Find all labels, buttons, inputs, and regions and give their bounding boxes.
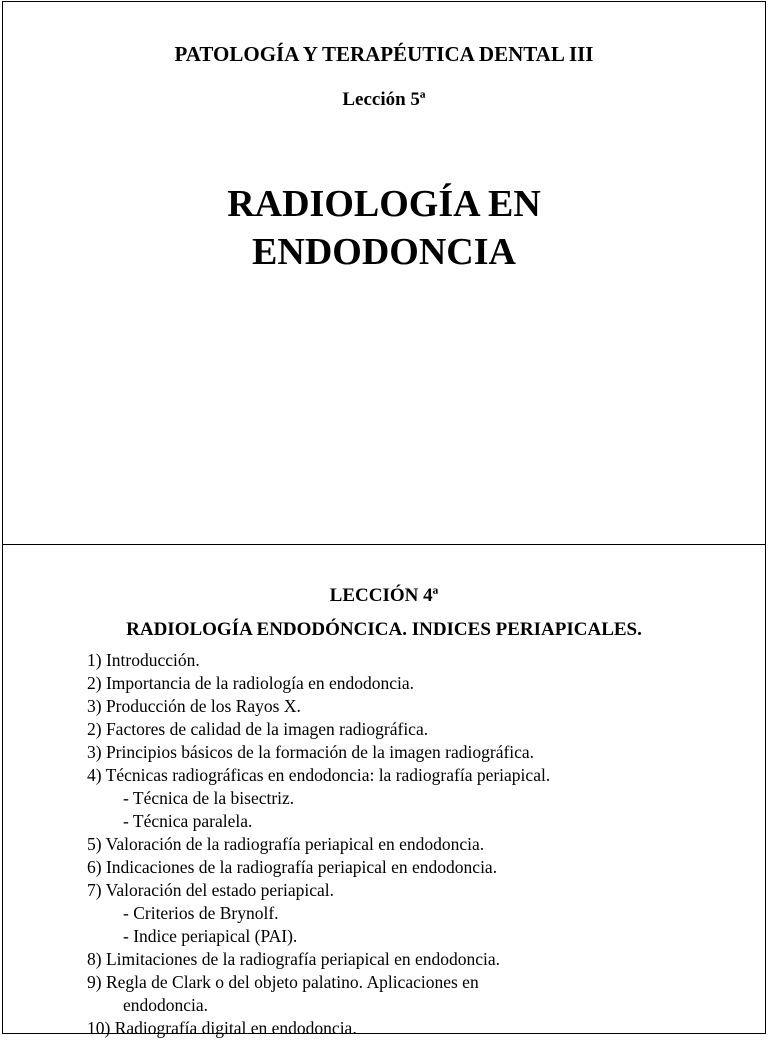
topic-subitem: - Técnica paralela. (123, 811, 253, 831)
lesson-heading: LECCIÓN 4ª (329, 585, 439, 606)
lesson-subheading: RADIOLOGÍA ENDODÓNCICA. INDICES PERIAPICALES. (126, 619, 642, 640)
topic-item-continuation: endodoncia. (123, 995, 209, 1015)
topic-item: 6) Indicaciones de la radiografía periapical en endodoncia. (87, 857, 498, 877)
topic-subitem: - Técnica de la bisectriz. (123, 788, 295, 808)
topic-item: 3) Principios básicos de la formación de la imagen radiográfica. (87, 742, 535, 762)
title-slide (2, 1, 766, 545)
topic-item: 10) Radiografía digital en endodoncia. (87, 1018, 357, 1038)
topic-item: 9) Regla de Clark o del objeto palatino. Aplicaciones en (87, 972, 479, 992)
topic-subitem: - Criterios de Brynolf. (123, 903, 279, 923)
contents-slide (2, 544, 766, 1038)
topic-item: 4) Técnicas radiográficas en endodoncia: la radiografía periapical. (87, 765, 551, 785)
topic-item: 3) Producción de los Rayos X. (87, 696, 301, 716)
main-title (3, 180, 765, 276)
course-title: PATOLOGÍA Y TERAPÉUTICA DENTAL III (174, 42, 594, 66)
topic-item: 1) Introducción. (87, 650, 200, 670)
topic-item: 8) Limitaciones de la radiografía periapical en endodoncia. (87, 949, 501, 969)
topic-list (87, 649, 550, 1040)
topic-item: 7) Valoración del estado periapical. (87, 880, 335, 900)
topic-item: 2) Factores de calidad de la imagen radiográfica. (87, 719, 429, 739)
main-title-line: RADIOLOGÍA EN (227, 183, 541, 225)
main-title-line: ENDODONCIA (252, 231, 516, 273)
topic-subitem: - Indice periapical (PAI). (123, 926, 298, 946)
topic-item: 2) Importancia de la radiología en endodoncia. (87, 673, 415, 693)
topic-item: 5) Valoración de la radiografía periapical en endodoncia. (87, 834, 485, 854)
lesson-number: Lección 5ª (342, 89, 426, 110)
